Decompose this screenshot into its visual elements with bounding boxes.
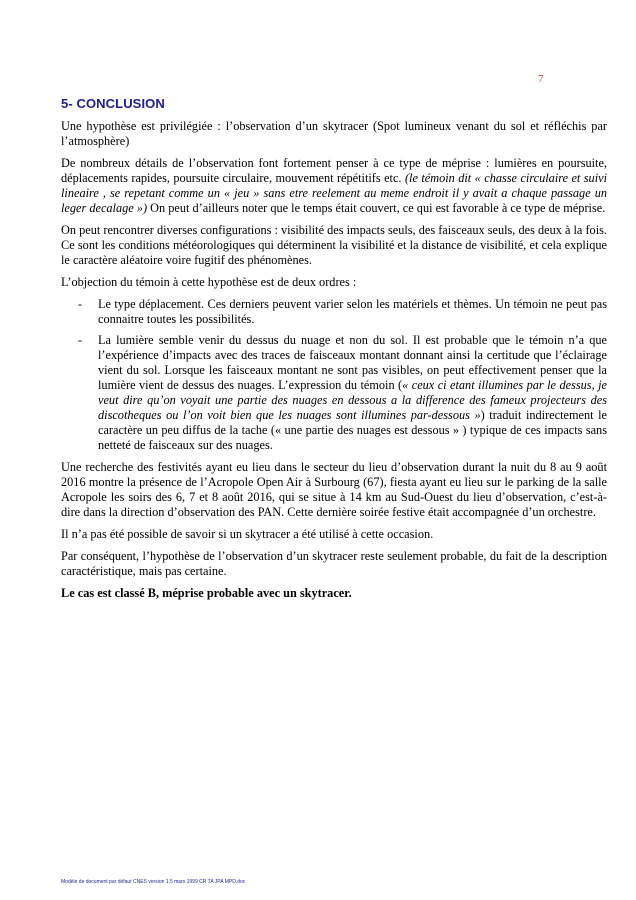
paragraph-configurations: On peut rencontrer diverses configurations : visibilité des impacts seuls, des faisceaux seuls, des deux à la fois. Ce sont les conditions météorologiques qui déterminent la visibilité et la distance de visibilité, et cela explique le caractère aléatoire voire fugitif des phénomènes.	[61, 223, 607, 267]
document-footer: Modèle de document par défaut CNES version 1.5 mars 1999 CR TA JPA MPD.doc	[61, 879, 246, 885]
objection-light-conclusion: ) traduit indirectement le caractère un peu diffus de la tache (« une partie des nuages est dessous » ) typique de ces impacts sans netteté de faisceaux sur des nuages.	[98, 408, 607, 452]
paragraph-consequence: Par conséquent, l’hypothèse de l’observation d’un skytracer reste seulement probable, du fait de la description caractéristique, mais pas certaine.	[61, 549, 607, 578]
document-body	[61, 119, 607, 608]
objection-list	[61, 297, 607, 453]
list-item	[61, 297, 607, 327]
paragraph-details	[61, 156, 607, 216]
witness-quote-intro: (le témoin dit	[404, 171, 475, 185]
details-text: De nombreux détails de l’observation font fortement penser à ce type de méprise : lumières en poursuite, déplacements rapides, poursuite circulaire, mouvement répétitifs etc.	[61, 156, 607, 185]
objection-movement: Le type déplacement. Ces derniers peuvent varier selon les matériels et thèmes. Un témoin ne peut pas connaitre toutes les possibilités.	[98, 297, 607, 326]
witness-expression-quote: « ceux ci etant illumines par le dessus, je veut dire qu’on voyait une partie des nuages en dessous a la difference des fameux projecteurs des discotheques ou l’on voit bien que les nuages sont illumines par-dessous »	[98, 378, 607, 422]
classification-statement: Le cas est classé B, méprise probable avec un skytracer.	[61, 586, 352, 600]
bullet-dash: -	[78, 333, 83, 347]
section-title: 5- CONCLUSION	[61, 96, 165, 111]
paragraph-hypothesis: Une hypothèse est privilégiée : l’observation d’un skytracer (Spot lumineux venant du sol et réfléchis par l’atmosphère)	[61, 119, 607, 148]
witness-quote: « chasse circulaire et suivi lineaire , se repetant comme un « jeu » sans etre reelement au meme endroit il y avait a chaque passage un leger decalage »)	[61, 171, 607, 215]
page-number: 7	[538, 73, 544, 85]
list-item	[61, 333, 607, 453]
bullet-dash: -	[78, 297, 83, 311]
details-weather: On peut d’ailleurs noter que le temps était couvert, ce qui est favorable à ce type de méprise.	[147, 201, 606, 215]
paragraph-objection-intro: L’objection du témoin à cette hypothèse est de deux ordres :	[61, 275, 357, 289]
paragraph-skytracer-unknown: Il n’a pas été possible de savoir si un skytracer a été utilisé à cette occasion.	[61, 527, 434, 541]
objection-light-text: La lumière semble venir du dessus du nuage et non du sol. Il est probable que le témoin n’a que l’expérience d’impacts avec des traces de faisceaux montant donnant ainsi la certitude que l’éclairage vient du sol. Lorsque les faisceaux montant ne sont pas visibles, on peut effectivement penser que la lumière vient de dessus des nuages. L’expression du témoin (	[98, 333, 607, 392]
paragraph-festivities: Une recherche des festivités ayant eu lieu dans le secteur du lieu d’observation durant la nuit du 8 au 9 août 2016 montre la présence de l’Acropole Open Air à Surbourg (67), fiesta ayant eu lieu sur le parking de la salle Acropole les soirs des 6, 7 et 8 août 2016, qui se situe à 14 km au Sud-Ouest du lieu d’observation, c’est-à-dire dans la direction d’observation des PAN. Cette dernière soirée festive était accompagnée d’un orchestre.	[61, 460, 607, 519]
